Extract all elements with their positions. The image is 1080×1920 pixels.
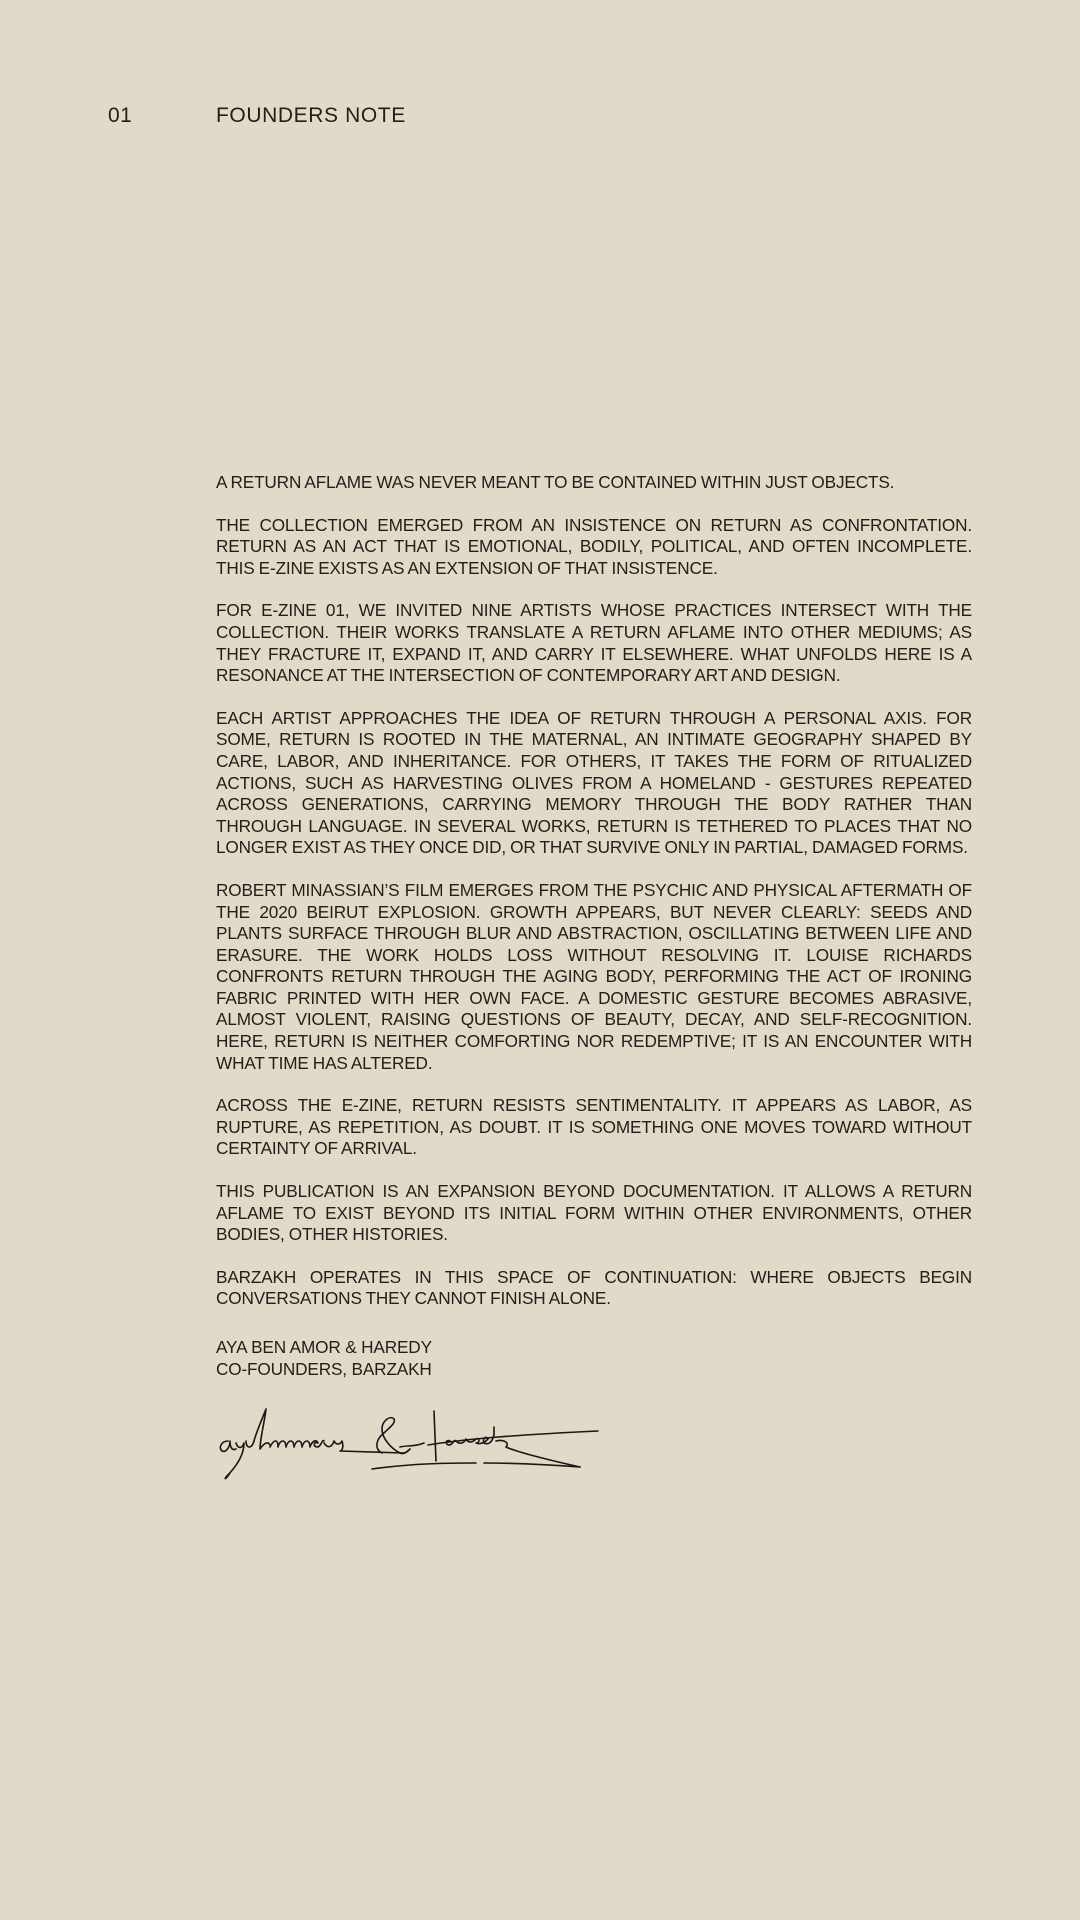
signature-stroke-a: [220, 1441, 236, 1451]
paragraph-featured-works: ROBERT MINASSIAN’S FILM EMERGES FROM THE PSYCHIC AND PHYSICAL AFTERMATH OF THE 2020 BEIRUT EXPLOSION. GROWTH APPEARS, BUT NEVER CLEARLY: SEEDS AND PLANTS SURFACE THROUGH BLUR AND ABSTRACTION, OSCILLATING BETWEEN LIFE AND ERASURE. THE WORK HOLDS LOSS WITHOUT RESOLVING IT. LOUISE RICHARDS CONFRONTS RETURN THROUGH THE AGING BODY, PERFORMING THE ACT OF IRONING FABRIC PRINTED WITH HER OWN FACE. A DOMESTIC GESTURE BECOMES ABRASIVE, ALMOST VIOLENT, RAISING QUESTIONS OF BEAUTY, DECAY, AND SELF-RECOGNITION. HERE, RETURN IS NEITHER COMFORTING NOR REDEMPTIVE; IT IS AN ENCOUNTER WITH WHAT TIME HAS ALTERED.: [216, 879, 972, 1073]
signature-stroke-nnam: [270, 1441, 324, 1447]
signoff-names: AYA BEN AMOR & HAREDY: [216, 1337, 432, 1357]
paragraph-barzakh: BARZAKH OPERATES IN THIS SPACE OF CONTINUATION: WHERE OBJECTS BEGIN CONVERSATIONS THEY CANNOT FINISH ALONE.: [216, 1266, 972, 1309]
paragraph-collection: THE COLLECTION EMERGED FROM AN INSISTENCE ON RETURN AS CONFRONTATION. RETURN AS AN ACT THAT IS EMOTIONAL, BODILY, POLITICAL, AND OFTEN INCOMPLETE. THIS E-ZINE EXISTS AS AN EXTENSION OF THAT INSISTENCE.: [216, 514, 972, 578]
founders-note-body: [216, 472, 972, 1331]
paragraph-sentimentality: ACROSS THE E-ZINE, RETURN RESISTS SENTIMENTALITY. IT APPEARS AS LABOR, AS RUPTURE, AS REPETITION, AS DOUBT. IT IS SOMETHING ONE MOVES TOWARD WITHOUT CERTAINTY OF ARRIVAL.: [216, 1095, 972, 1159]
paragraph-publication: THIS PUBLICATION IS AN EXPANSION BEYOND DOCUMENTATION. IT ALLOWS A RETURN AFLAME TO EXIST BEYOND ITS INITIAL FORM WITHIN OTHER ENVIRONMENTS, OTHER BODIES, OTHER HISTORIES.: [216, 1181, 972, 1245]
signature-stroke-h-vertical: [434, 1411, 436, 1461]
signoff-role: CO-FOUNDERS, BARZAKH: [216, 1358, 432, 1379]
signature-stroke-ampersand: [377, 1418, 410, 1454]
signature-stroke-connector: [400, 1443, 424, 1447]
section-header: [0, 104, 1080, 134]
paragraph-personal-axis: EACH ARTIST APPROACHES THE IDEA OF RETURN THROUGH A PERSONAL AXIS. FOR SOME, RETURN IS ROOTED IN THE MATERNAL, AN INTIMATE GEOGRAPHY SHAPED BY CARE, LABOR, AND INHERITANCE. FOR OTHERS, IT TAKES THE FORM OF RITUALIZED ACTIONS, SUCH AS HARVESTING OLIVES FROM A HOMELAND - GESTURES REPEATED ACROSS GENERATIONS, CARRYING MEMORY THROUGH THE BODY RATHER THAN THROUGH LANGUAGE. IN SEVERAL WORKS, RETURN IS TETHERED TO PLACES THAT NO LONGER EXIST AS THEY ONCE DID, OR THAT SURVIVE ONLY IN PARTIAL, DAMAGED FORMS.: [216, 707, 972, 858]
signature-stroke-b: [246, 1409, 270, 1449]
signoff: [216, 1337, 432, 1380]
paragraph-intro: A RETURN AFLAME WAS NEVER MEANT TO BE CONTAINED WITHIN JUST OBJECTS.: [216, 472, 895, 492]
signature-icon: [214, 1405, 634, 1485]
section-title: FOUNDERS NOTE: [216, 104, 406, 127]
section-number: 01: [108, 104, 133, 127]
paragraph-ezine-artists: FOR E-ZINE 01, WE INVITED NINE ARTISTS WHOSE PRACTICES INTERSECT WITH THE COLLECTION. THEIR WORKS TRANSLATE A RETURN AFLAME INTO OTHER MEDIUMS; AS THEY FRACTURE IT, EXPAND IT, AND CARRY IT ELSEWHERE. WHAT UNFOLDS HERE IS A RESONANCE AT THE INTERSECTION OF CONTEMPORARY ART AND DESIGN.: [216, 600, 972, 686]
signature-stroke-underline: [372, 1463, 580, 1469]
